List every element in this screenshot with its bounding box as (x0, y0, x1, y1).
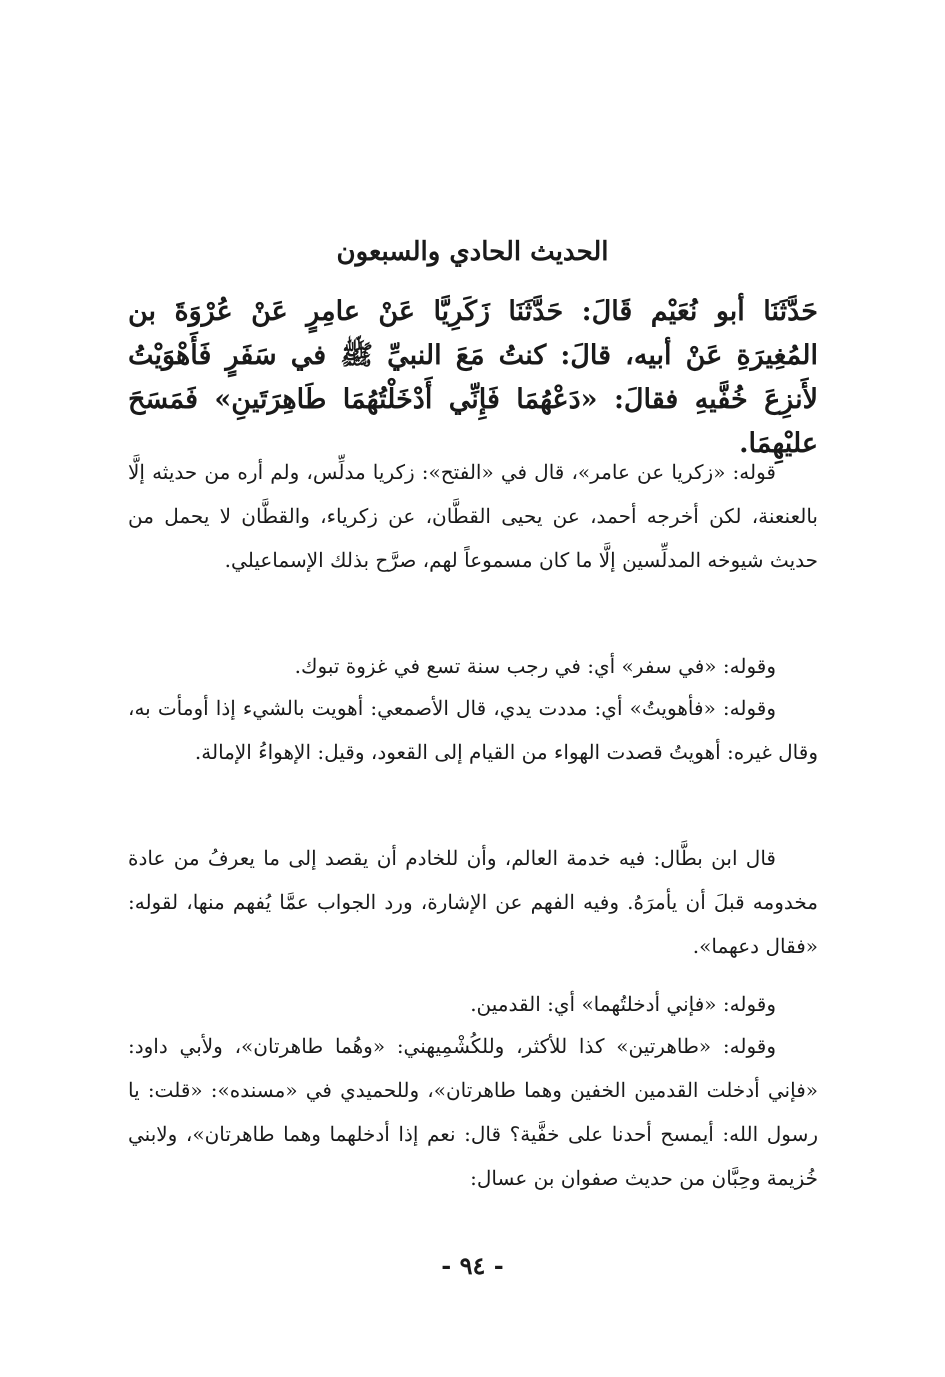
hadith-text: حَدَّثَنَا أبو نُعَيْم قَالَ: حَدَّثَنَا زَكَرِيَّا عَنْ عامِرٍ عَنْ عُرْوَةَ بن المُغِيرَةِ عَنْ أبيه، قالَ: كنتُ مَعَ النبيِّ ﷺ في سَفَرٍ فَأَهْوَيْتُ لأَنزِعَ خُفَّيهِ فقالَ: «دَعْهُمَا فَإِنِّي أَدْخَلْتُهُمَا طَاهِرَتَينِ» فَمَسَحَ عليْهِمَا. (128, 296, 818, 459)
page-number: - ٩٤ - (441, 1251, 504, 1280)
commentary-paragraph: وقوله: «في سفر» أي: في رجب سنة تسع في غزوة تبوك. (294, 654, 776, 678)
commentary-paragraph: وقوله: «طاهرتين» كذا للأكثر، وللكُشْمِيهني: «وهُما طاهرتان»، ولأبي داود: «فإني أدخلت القدمين الخفين وهما طاهرتان»، وللحميدي في «مسنده»: «قلت: يا رسول الله: أيمسح أحدنا على خفَّية؟ قال: نعم إذا أدخلهما وهما طاهرتان»، ولابني خُزيمة وحِبَّان من حديث صفوان بن عسال: (128, 1034, 818, 1190)
commentary-paragraph: قوله: «زكريا عن عامر»، قال في «الفتح»: زكريا مدلِّس، ولم أره من حديثه إلَّا بالعنعنة، لكن أخرجه أحمد، عن يحيى القطَّان، عن زكرياء، والقطَّان لا يحمل من حديث شيوخه المدلِّسين إلَّا ما كان مسموعاً لهم، صرَّح بذلك الإسماعيلي. (128, 460, 818, 572)
commentary-paragraph: وقوله: «فإني أدخلتُهما» أي: القدمين. (470, 992, 776, 1016)
commentary-paragraph: قال ابن بطَّال: فيه خدمة العالم، وأن للخادم أن يقصد إلى ما يعرفُ من عادة مخدومه قبلَ أن يأمرَهُ. وفيه الفهم عن الإشارة، ورد الجواب عمَّا يُفهم منها، لقوله: «فقال دعهما». (128, 846, 818, 958)
commentary-paragraph: وقوله: «فأهويتُ» أي: مددت يدي، قال الأصمعي: أهويت بالشيء إذا أومأت به، وقال غيره: أهويتُ قصدت الهواء من القيام إلى القعود، وقيل: الإهواءُ الإمالة. (128, 696, 818, 764)
hadith-heading: الحديث الحادي والسبعون (336, 237, 609, 267)
